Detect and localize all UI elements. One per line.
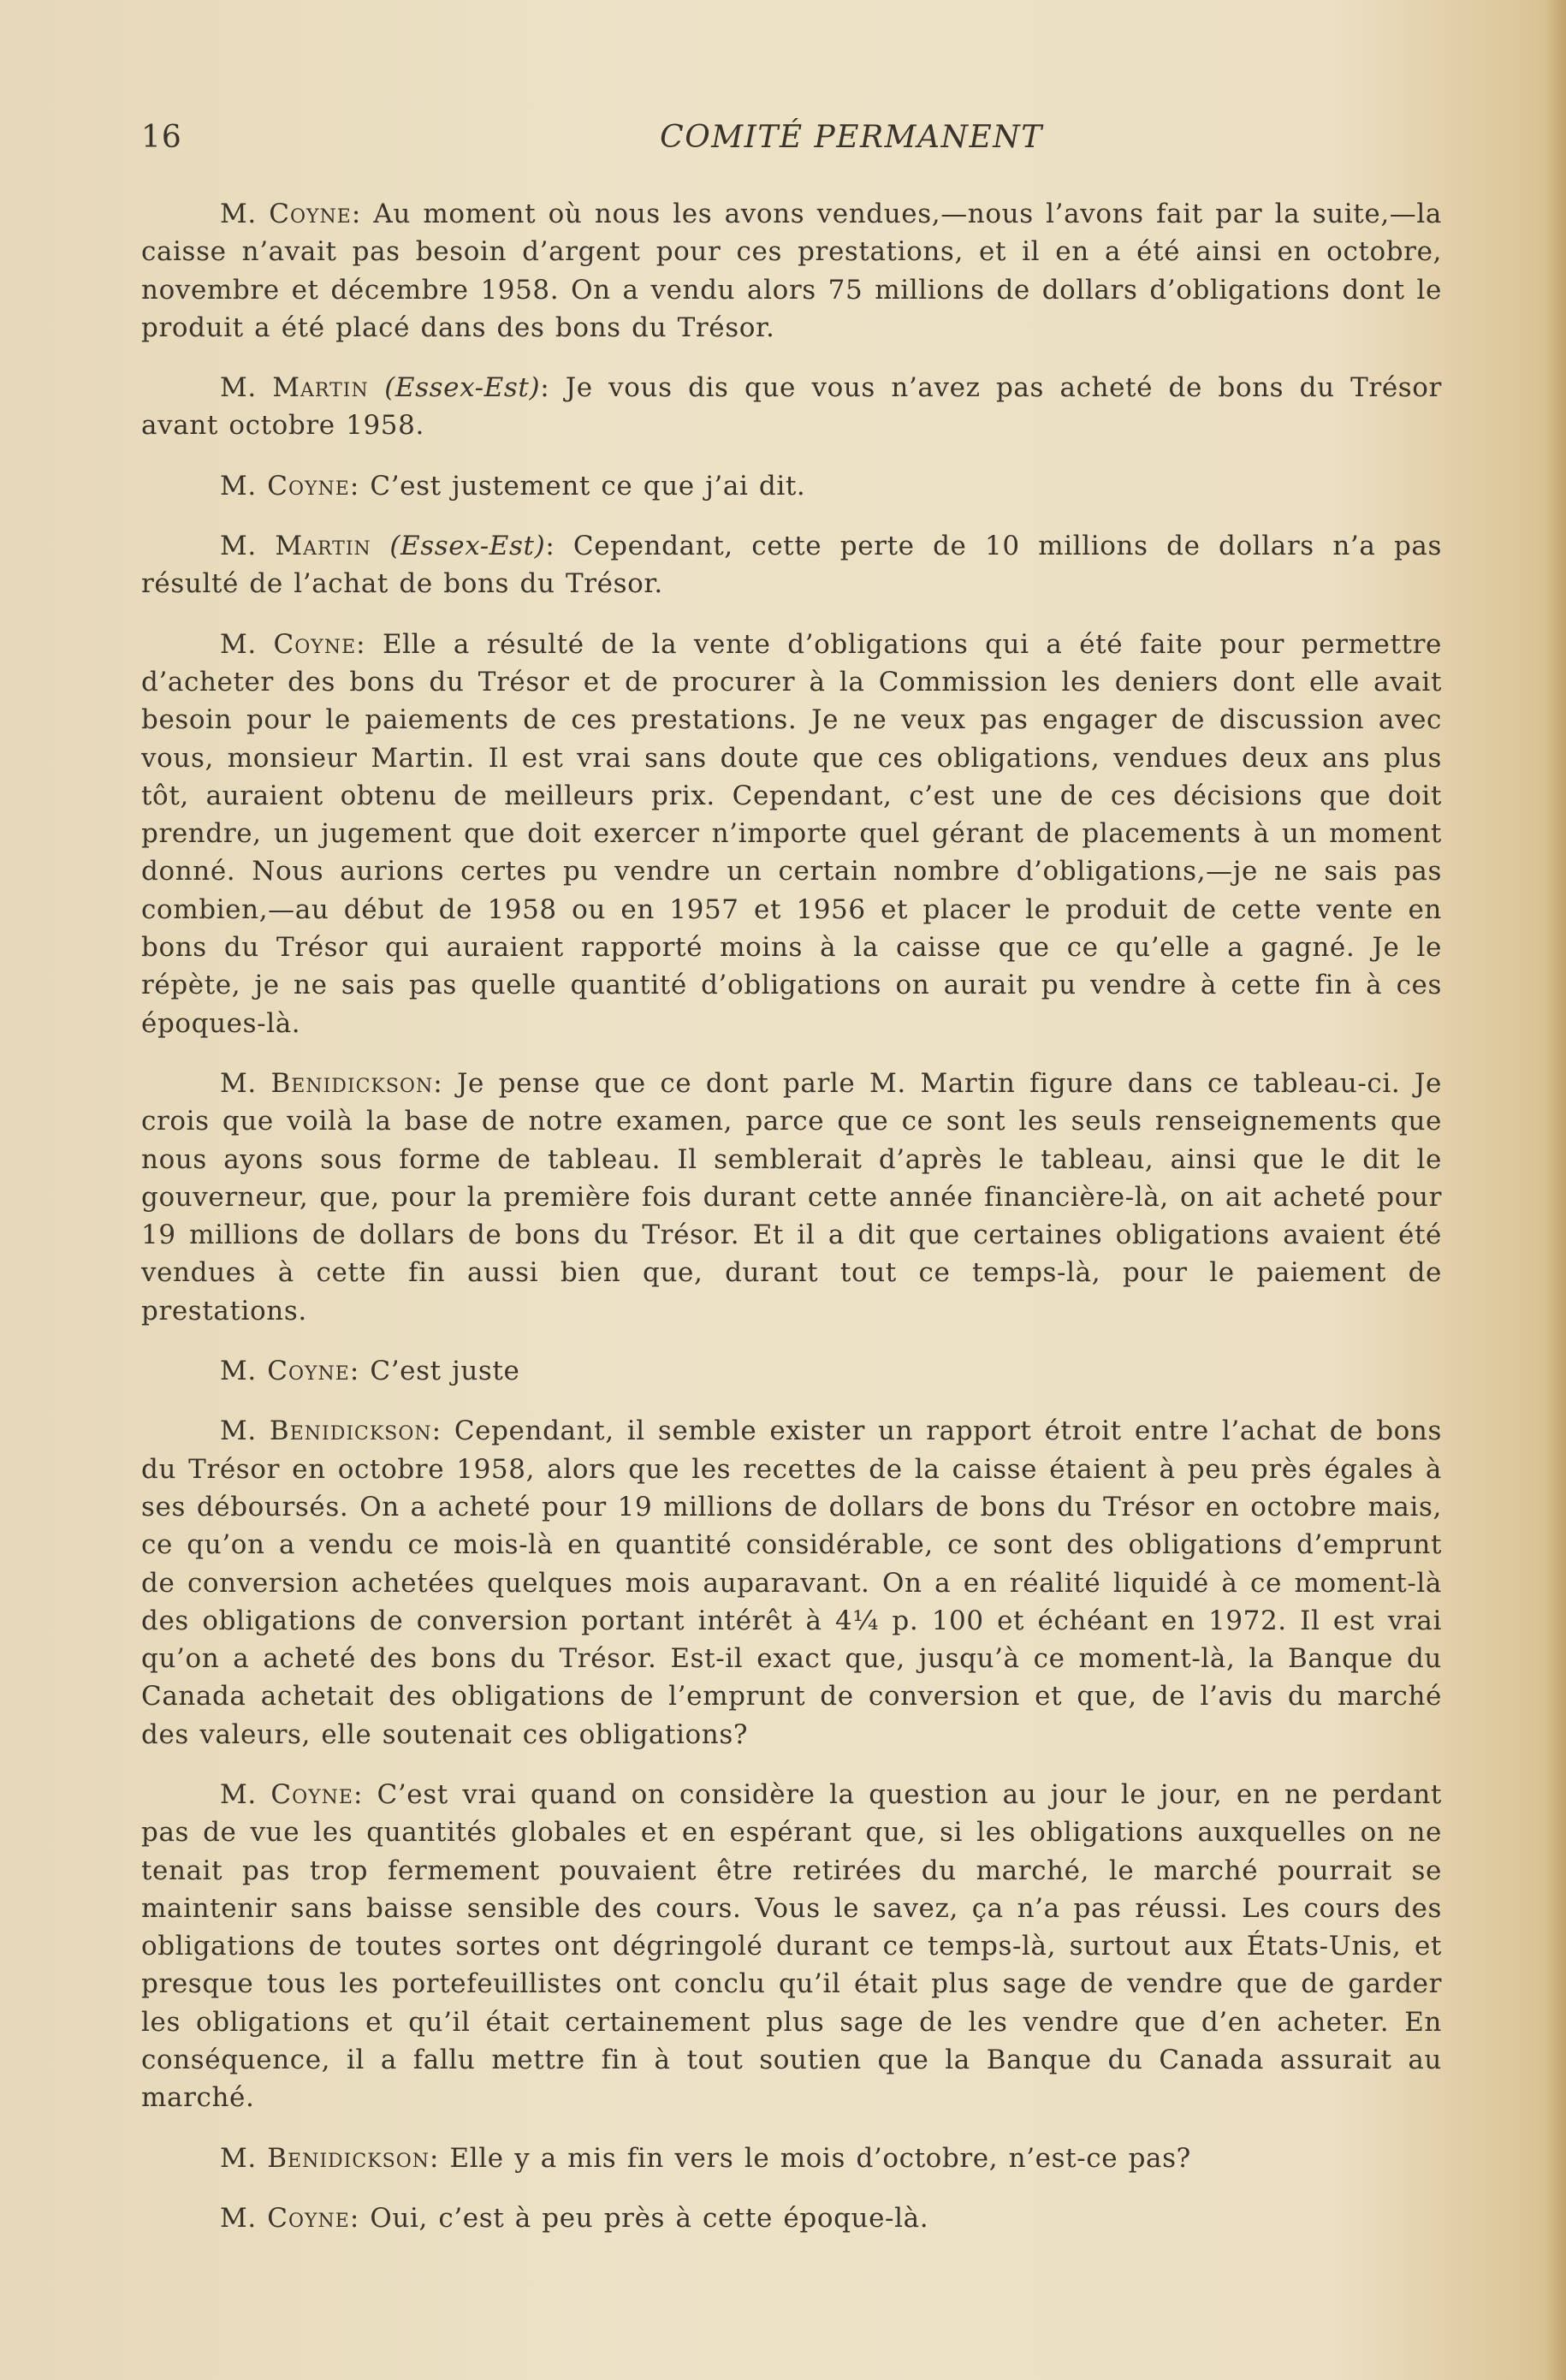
speaker-name: Coyne (267, 470, 350, 502)
transcript-body (141, 195, 1442, 2259)
speaker-separator: : (349, 1356, 359, 1387)
speaker-separator: : (351, 199, 361, 229)
transcript-paragraph (141, 2140, 1442, 2177)
transcript-paragraph (141, 527, 1442, 603)
speaker-title: M. (220, 531, 257, 562)
speaker-title: M. (220, 2142, 257, 2174)
speaker-separator: : (349, 2202, 359, 2234)
transcript-paragraph (141, 195, 1442, 347)
speaker-name: Coyne (269, 199, 352, 229)
speaker-separator: : (545, 531, 555, 562)
transcript-paragraph (141, 467, 1442, 505)
speaker-name: Benidickson (267, 2142, 430, 2174)
speaker-separator: : (540, 372, 550, 404)
speech-text: Cependant, cette perte de 10 millions de dollars n’a pas résulté de l’achat de bons du Trésor. (141, 531, 1442, 600)
running-title: COMITÉ PERMANENT (660, 120, 1043, 155)
speaker-separator: : (433, 1067, 443, 1099)
speech-text: Oui, c’est à peu près à cette époque-là. (370, 2202, 929, 2234)
speaker-separator: : (356, 628, 366, 660)
speech-text: C’est juste (370, 1356, 520, 1387)
speaker-separator: : (349, 470, 359, 502)
transcript-paragraph (141, 369, 1442, 445)
transcript-paragraph (141, 2199, 1442, 2237)
page-edge-shadow (1545, 0, 1566, 2380)
speaker-riding: (Essex-Est) (389, 531, 546, 562)
speaker-separator: : (431, 1416, 442, 1447)
speaker-title: M. (220, 1416, 257, 1447)
page-header (141, 120, 1442, 171)
speaker-title: M. (220, 628, 257, 660)
speaker-separator: : (430, 2142, 440, 2174)
speaker-riding: (Essex-Est) (384, 372, 541, 404)
speaker-separator: : (353, 1778, 363, 1810)
transcript-paragraph (141, 1065, 1442, 1330)
speaker-name: Benidickson (269, 1416, 432, 1447)
speech-text: Cependant, il semble exister un rapport étroit entre l’achat de bons du Trésor en octobre 1958, alors que les recettes de la caisse étaient à peu près égales à ses déboursés. On a acheté pour 19 millions de dollars de bons du Trésor en octobre mais, ce qu’on a vendu ce mois-là en quantité considérable, ce sont des obligations d’emprunt de conversion achetées quelques mois auparavant. On a en réalité liquidé à ce moment-là des obligations de conversion portant intérêt à 4¼ p. 100 et échéant en 1972. Il est vrai qu’on a acheté des bons du Trésor. Est-il exact que, jusqu’à ce moment-là, la Banque du Canada achetait des obligations de l’emprunt de conversion et que, de l’avis du marché des valeurs, elle soutenait ces obligations? (141, 1416, 1442, 1750)
page-number: 16 (141, 120, 182, 155)
speaker-name: Coyne (267, 2202, 350, 2234)
speech-text: Elle a résulté de la vente d’obligations qui a été faite pour permettre d’acheter des bons du Trésor et de procurer à la Commission les deniers dont elle avait besoin pour le paiements de ces prestations. Je ne veux pas engager de discussion avec vous, monsieur Martin. Il est vrai sans doute que ces obligations, vendues deux ans plus tôt, auraient obtenu de meilleurs prix. Cependant, c’est une de ces décisions que doit prendre, un jugement que doit exercer n’importe quel gérant de placements à un moment donné. Nous aurions certes pu vendre un certain nombre d’obligations,—je ne sais pas combien,—au début de 1958 ou en 1957 et 1956 et placer le produit de cette vente en bons du Trésor qui auraient rapporté moins à la caisse que ce qu’elle a gagné. Je le répète, je ne sais pas quelle quantité d’obligations on aurait pu vendre à cette fin à ces époques-là. (141, 628, 1442, 1039)
transcript-paragraph (141, 626, 1442, 1042)
transcript-paragraph (141, 1412, 1442, 1754)
speaker-title: M. (220, 2202, 257, 2234)
speaker-name: Coyne (270, 1778, 353, 1810)
speech-text: C’est justement ce que j’ai dit. (370, 470, 806, 502)
speaker-name: Coyne (267, 1356, 350, 1387)
speaker-title: M. (220, 372, 257, 404)
speech-text: Au moment où nous les avons vendues,—nous l’avons fait par la suite,—la caisse n’avait pas besoin d’argent pour ces prestations, et il en a été ainsi en octobre, novembre et décembre 1958. On a vendu alors 75 millions de dollars d’obligations dont le produit a été placé dans des bons du Trésor. (141, 199, 1442, 343)
speaker-title: M. (220, 1778, 257, 1810)
transcript-paragraph (141, 1352, 1442, 1390)
speaker-title: M. (220, 1067, 257, 1099)
speech-text: Je pense que ce dont parle M. Martin figure dans ce tableau-ci. Je crois que voilà la base de notre examen, parce que ce sont les seuls renseignements que nous ayons sous forme de tableau. Il semblerait d’après le tableau, ainsi que le dit le gouverneur, que, pour la première fois durant cette année financière-là, on ait acheté pour 19 millions de dollars de bons du Trésor. Et il a dit que certaines obligations avaient été vendues à cette fin aussi bien que, durant tout ce temps-là, pour le paiement de prestations. (141, 1067, 1442, 1327)
speaker-name: Martin (275, 531, 371, 562)
speaker-title: M. (220, 199, 257, 229)
speaker-name: Martin (272, 372, 369, 404)
speech-text: Je vous dis que vous n’avez pas acheté de bons du Trésor avant octobre 1958. (141, 372, 1442, 442)
speaker-name: Benidickson (270, 1067, 434, 1099)
transcript-paragraph (141, 1776, 1442, 2117)
speaker-name: Coyne (273, 628, 357, 660)
speech-text: C’est vrai quand on considère la question au jour le jour, en ne perdant pas de vue les quantités globales et en espérant que, si les obligations auxquelles on ne tenait pas trop fermement pouvaient être retirées du marché, le marché pourrait se maintenir sans baisse sensible des cours. Vous le savez, ça n’a pas réussi. Les cours des obligations de toutes sortes ont dégringolé durant ce temps-là, surtout aux États-Unis, et presque tous les portefeuillistes ont conclu qu’il était plus sage de vendre que de garder les obligations et qu’il était certainement plus sage de les vendre que d’en acheter. En conséquence, il a fallu mettre fin à tout soutien que la Banque du Canada assurait au marché. (141, 1778, 1442, 2114)
speaker-title: M. (220, 1356, 257, 1387)
speaker-title: M. (220, 470, 257, 502)
speech-text: Elle y a mis fin vers le mois d’octobre, n’est-ce pas? (449, 2142, 1191, 2174)
